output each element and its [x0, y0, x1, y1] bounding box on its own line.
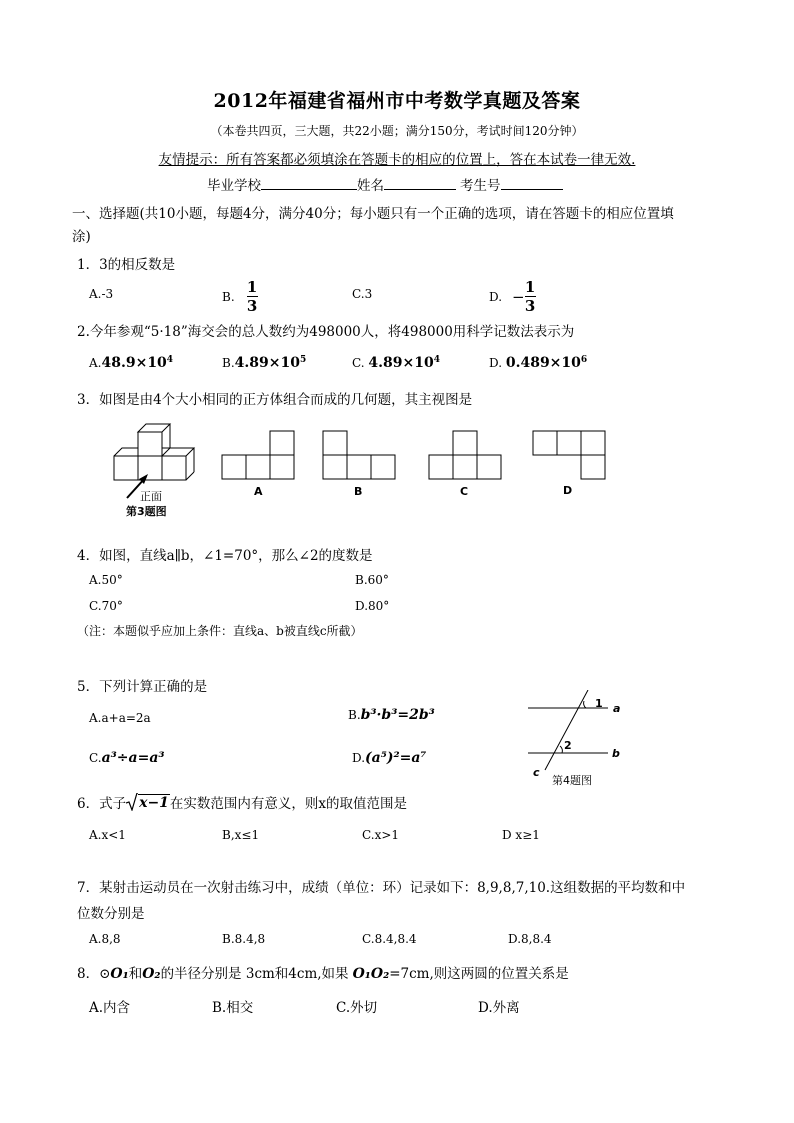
q1-option-b	[222, 279, 258, 314]
q2-option-a	[89, 355, 173, 371]
exponent: 4	[166, 355, 174, 365]
q6-stem-pre: 6．式子	[77, 796, 127, 812]
q8-option-b: B.相交	[212, 1000, 254, 1016]
denominator: 3	[246, 297, 258, 315]
q3-label-c: C	[460, 485, 469, 498]
angle-2-arc	[560, 746, 562, 753]
q7-option-a: A.8,8	[89, 932, 121, 946]
q1-option-a: A.-3	[89, 287, 114, 301]
q1-option-d-label: D.	[489, 289, 503, 304]
q6-stem	[77, 792, 407, 812]
line-c-label: c	[533, 766, 540, 779]
candidate-info-row	[207, 174, 563, 194]
sqrt-icon	[126, 793, 138, 811]
front-label: 正面	[140, 490, 162, 503]
q3-view-d	[533, 431, 605, 479]
q4-option-c: C.70°	[89, 599, 123, 613]
circle-o1: O₁	[110, 966, 129, 982]
q8-option-d: D.外离	[478, 1000, 520, 1016]
q4-figure	[520, 690, 630, 790]
q6-stem-post: 在实数范围内有意义，则x的取值范围是	[169, 796, 408, 812]
q4-fig-caption: 第4题图	[552, 774, 592, 787]
q8-stem	[77, 962, 569, 982]
q5-option-d	[352, 750, 427, 766]
fraction	[247, 279, 258, 314]
q1-stem: 1．3的相反数是	[77, 257, 176, 273]
fraction	[525, 279, 536, 314]
numerator: 1	[246, 278, 258, 296]
denominator: 3	[524, 297, 536, 315]
sqrt-radicand: x−1	[139, 795, 169, 811]
q3-view-a	[222, 431, 294, 479]
q2-option-b-label: B.	[222, 356, 235, 370]
q1-option-b-label: B.	[222, 289, 235, 304]
exam-no-label: 考生号	[460, 178, 501, 194]
school-blank	[261, 176, 357, 190]
q2-option-d-label: D.	[489, 356, 503, 370]
q2-option-d-value: 0.489×10	[505, 355, 581, 371]
q5-option-d-label: D.	[352, 751, 366, 765]
exponent: 6	[580, 355, 588, 365]
q2-option-b-value: 4.89×10	[234, 355, 300, 371]
q6-option-b: B,x≤1	[222, 828, 260, 842]
name-label: 姓名	[357, 178, 384, 194]
q5-option-d-expr: (a⁵)²=a⁷	[365, 750, 427, 766]
q3-label-d: D	[563, 484, 573, 497]
cube-solid	[114, 424, 194, 480]
q3-label-b: B	[354, 485, 363, 498]
q5-option-c-label: C.	[89, 751, 102, 765]
exam-no-blank	[501, 176, 563, 190]
q2-option-c-label: C.	[352, 356, 365, 370]
exponent: 5	[299, 355, 307, 365]
q8-option-a: A.内含	[89, 1000, 131, 1016]
angle-1-label: 1	[595, 697, 603, 710]
sqrt-expression	[126, 793, 170, 811]
q4-option-b: B.60°	[355, 573, 389, 587]
q3-stem: 3．如图是由4个大小相同的正方体组合而成的几何题，其主视图是	[77, 392, 473, 408]
circle-o2: O₂	[142, 966, 161, 982]
q7-stem-cont: 位数分别是	[77, 906, 145, 922]
q4-option-d: D.80°	[355, 599, 390, 613]
line-b-label: b	[612, 747, 620, 760]
section-heading-cont: 涂)	[72, 229, 91, 245]
line-a-label: a	[613, 702, 621, 715]
q1-option-c: C.3	[352, 287, 373, 301]
q6-option-c: C.x>1	[362, 828, 400, 842]
q2-option-b	[222, 355, 306, 371]
section-heading: 一、选择题(共10小题，每题4分，满分40分；每小题只有一个正确的选项，请在答题卡的相应位置填	[72, 206, 674, 222]
q4-note: （注：本题似乎应加上条件：直线a、b被直线c所截）	[77, 624, 363, 638]
minus-sign: −	[512, 287, 525, 306]
q7-stem: 7．某射击运动员在一次射击练习中，成绩（单位：环）记录如下：8,9,8,7,10.这组数据的平均数和中	[77, 880, 686, 896]
q8-and: 和	[128, 966, 143, 982]
angle-1-arc	[584, 701, 586, 708]
q3-figure	[100, 420, 640, 525]
q7-option-c: C.8.4,8.4	[362, 932, 417, 946]
q5-option-c	[89, 750, 165, 766]
q2-option-a-value: 48.9×10	[101, 355, 167, 371]
q7-option-b: B.8.4,8	[222, 932, 266, 946]
q5-stem: 5．下列计算正确的是	[77, 679, 208, 695]
exam-info: （本卷共四页，三大题，共22小题；满分150分，考试时间120分钟）	[210, 124, 584, 138]
q3-view-b	[323, 431, 395, 479]
q5-option-c-expr: a³÷a=a³	[101, 750, 165, 766]
q6-option-a: A.x<1	[89, 828, 126, 842]
q3-view-c	[429, 431, 501, 479]
q5-option-a: A.a+a=2a	[89, 711, 151, 725]
q4-option-a: A.50°	[89, 573, 123, 587]
name-blank	[384, 176, 456, 190]
q2-stem: 2.今年参观“5·18”海交会的总人数约为498000人，将498000用科学记数法表示为	[77, 324, 575, 340]
angle-2-label: 2	[564, 739, 572, 752]
q3-fig-caption: 第3题图	[126, 505, 167, 518]
q5-option-b-label: B.	[348, 708, 361, 722]
numerator: 1	[524, 278, 536, 296]
exponent: 4	[433, 355, 440, 365]
notice: 友情提示：所有答案都必须填涂在答题卡的相应的位置上，答在本试卷一律无效.	[158, 152, 636, 168]
q8-stem-mid: 的半径分别是 3cm和4cm,如果	[160, 966, 349, 982]
q2-option-a-label: A.	[89, 356, 102, 370]
q8-stem-post: =7cm,则这两圆的位置关系是	[389, 966, 569, 982]
q8-stem-pre: 8．⊙	[77, 966, 111, 982]
line-c	[545, 690, 588, 770]
q2-option-c-value: 4.89×10	[368, 355, 434, 371]
q2-option-d	[489, 355, 587, 371]
school-label: 毕业学校	[207, 178, 261, 194]
q7-option-d: D.8,8.4	[508, 932, 552, 946]
q8-option-c: C.外切	[336, 1000, 378, 1016]
q6-option-d: D x≥1	[502, 828, 540, 842]
q3-label-a: A	[254, 485, 263, 498]
q5-option-b-expr: b³·b³=2b³	[360, 707, 435, 723]
center-distance: O₁O₂	[352, 966, 390, 982]
q4-stem: 4．如图，直线a∥b，∠1=70°，那么∠2的度数是	[77, 548, 373, 564]
page-title: 2012年福建省福州市中考数学真题及答案	[213, 90, 581, 112]
q1-option-d	[489, 279, 536, 314]
q5-option-b	[348, 707, 435, 723]
q2-option-c	[352, 355, 440, 371]
